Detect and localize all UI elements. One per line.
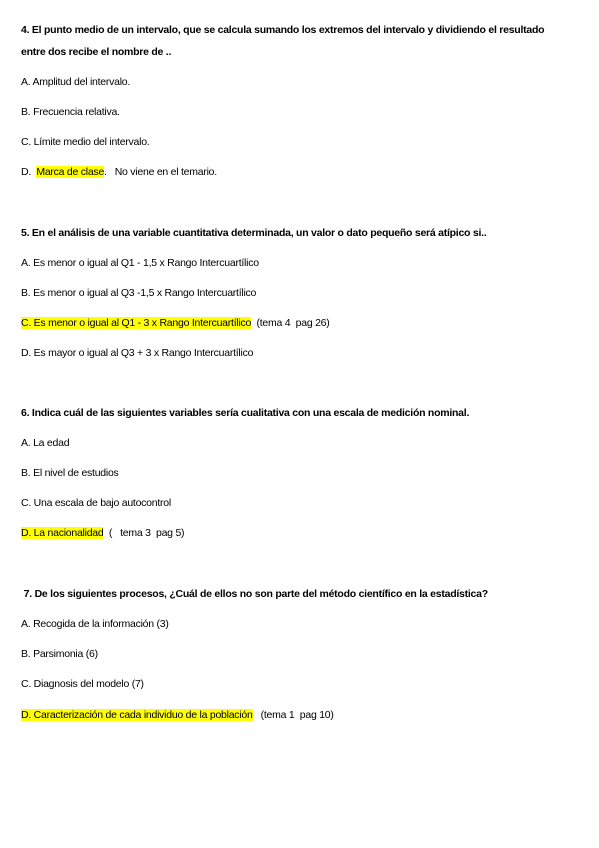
question-4-option-d-answer: Marca de clase: [36, 166, 105, 178]
question-5-option-c-answer: C. Es menor o igual al Q1 - 3 x Rango Intercuartílico: [21, 317, 252, 329]
question-4-option-d: [21, 166, 217, 179]
question-7-option-d: [21, 709, 334, 722]
question-4-option-b: B. Frecuencia relativa.: [21, 106, 120, 118]
question-7-title: 7. De los siguientes procesos, ¿Cuál de ellos no son parte del método científico en la estadística?: [21, 588, 488, 600]
question-6-option-d: [21, 527, 184, 540]
question-7-option-a: A. Recogida de la información (3): [21, 618, 169, 630]
question-6-option-d-answer: D. La nacionalidad: [21, 527, 104, 539]
question-7-option-d-answer: D. Caracterización de cada individuo de la población: [21, 709, 253, 721]
question-4-option-d-prefix: D.: [21, 166, 37, 178]
question-6-option-c: C. Una escala de bajo autocontrol: [21, 497, 171, 509]
question-4-option-d-note: . No viene en el temario.: [104, 166, 217, 178]
question-6-option-d-note: ( tema 3 pag 5): [103, 527, 185, 539]
question-4-title-line2: entre dos recibe el nombre de ..: [21, 46, 172, 58]
question-5-title: 5. En el análisis de una variable cuantitativa determinada, un valor o dato pequeño será atípico si..: [21, 227, 487, 239]
question-7-option-c: C. Diagnosis del modelo (7): [21, 678, 144, 690]
question-6-option-b: B. El nivel de estudios: [21, 467, 119, 479]
question-6-title: 6. Indica cuál de las siguientes variables sería cualitativa con una escala de medición nominal.: [21, 407, 470, 419]
question-5-option-c-note: (tema 4 pag 26): [251, 317, 330, 329]
question-4-option-a: A. Amplitud del intervalo.: [21, 76, 131, 88]
question-5-option-d: D. Es mayor o igual al Q3 + 3 x Rango Intercuartílico: [21, 347, 254, 359]
question-7-option-d-note: (tema 1 pag 10): [252, 709, 334, 721]
question-6-option-a: A. La edad: [21, 437, 70, 449]
question-4-option-c: C. Límite medio del intervalo.: [21, 136, 150, 148]
question-4-title-line1: 4. El punto medio de un intervalo, que se calcula sumando los extremos del intervalo y dividiendo el resultado: [21, 24, 545, 36]
question-5-option-c: [21, 317, 330, 330]
question-5-option-b: B. Es menor o igual al Q3 -1,5 x Rango Intercuartílico: [21, 287, 257, 299]
question-7-option-b: B. Parsimonia (6): [21, 648, 98, 660]
question-5-option-a: A. Es menor o igual al Q1 - 1,5 x Rango Intercuartílico: [21, 257, 259, 269]
